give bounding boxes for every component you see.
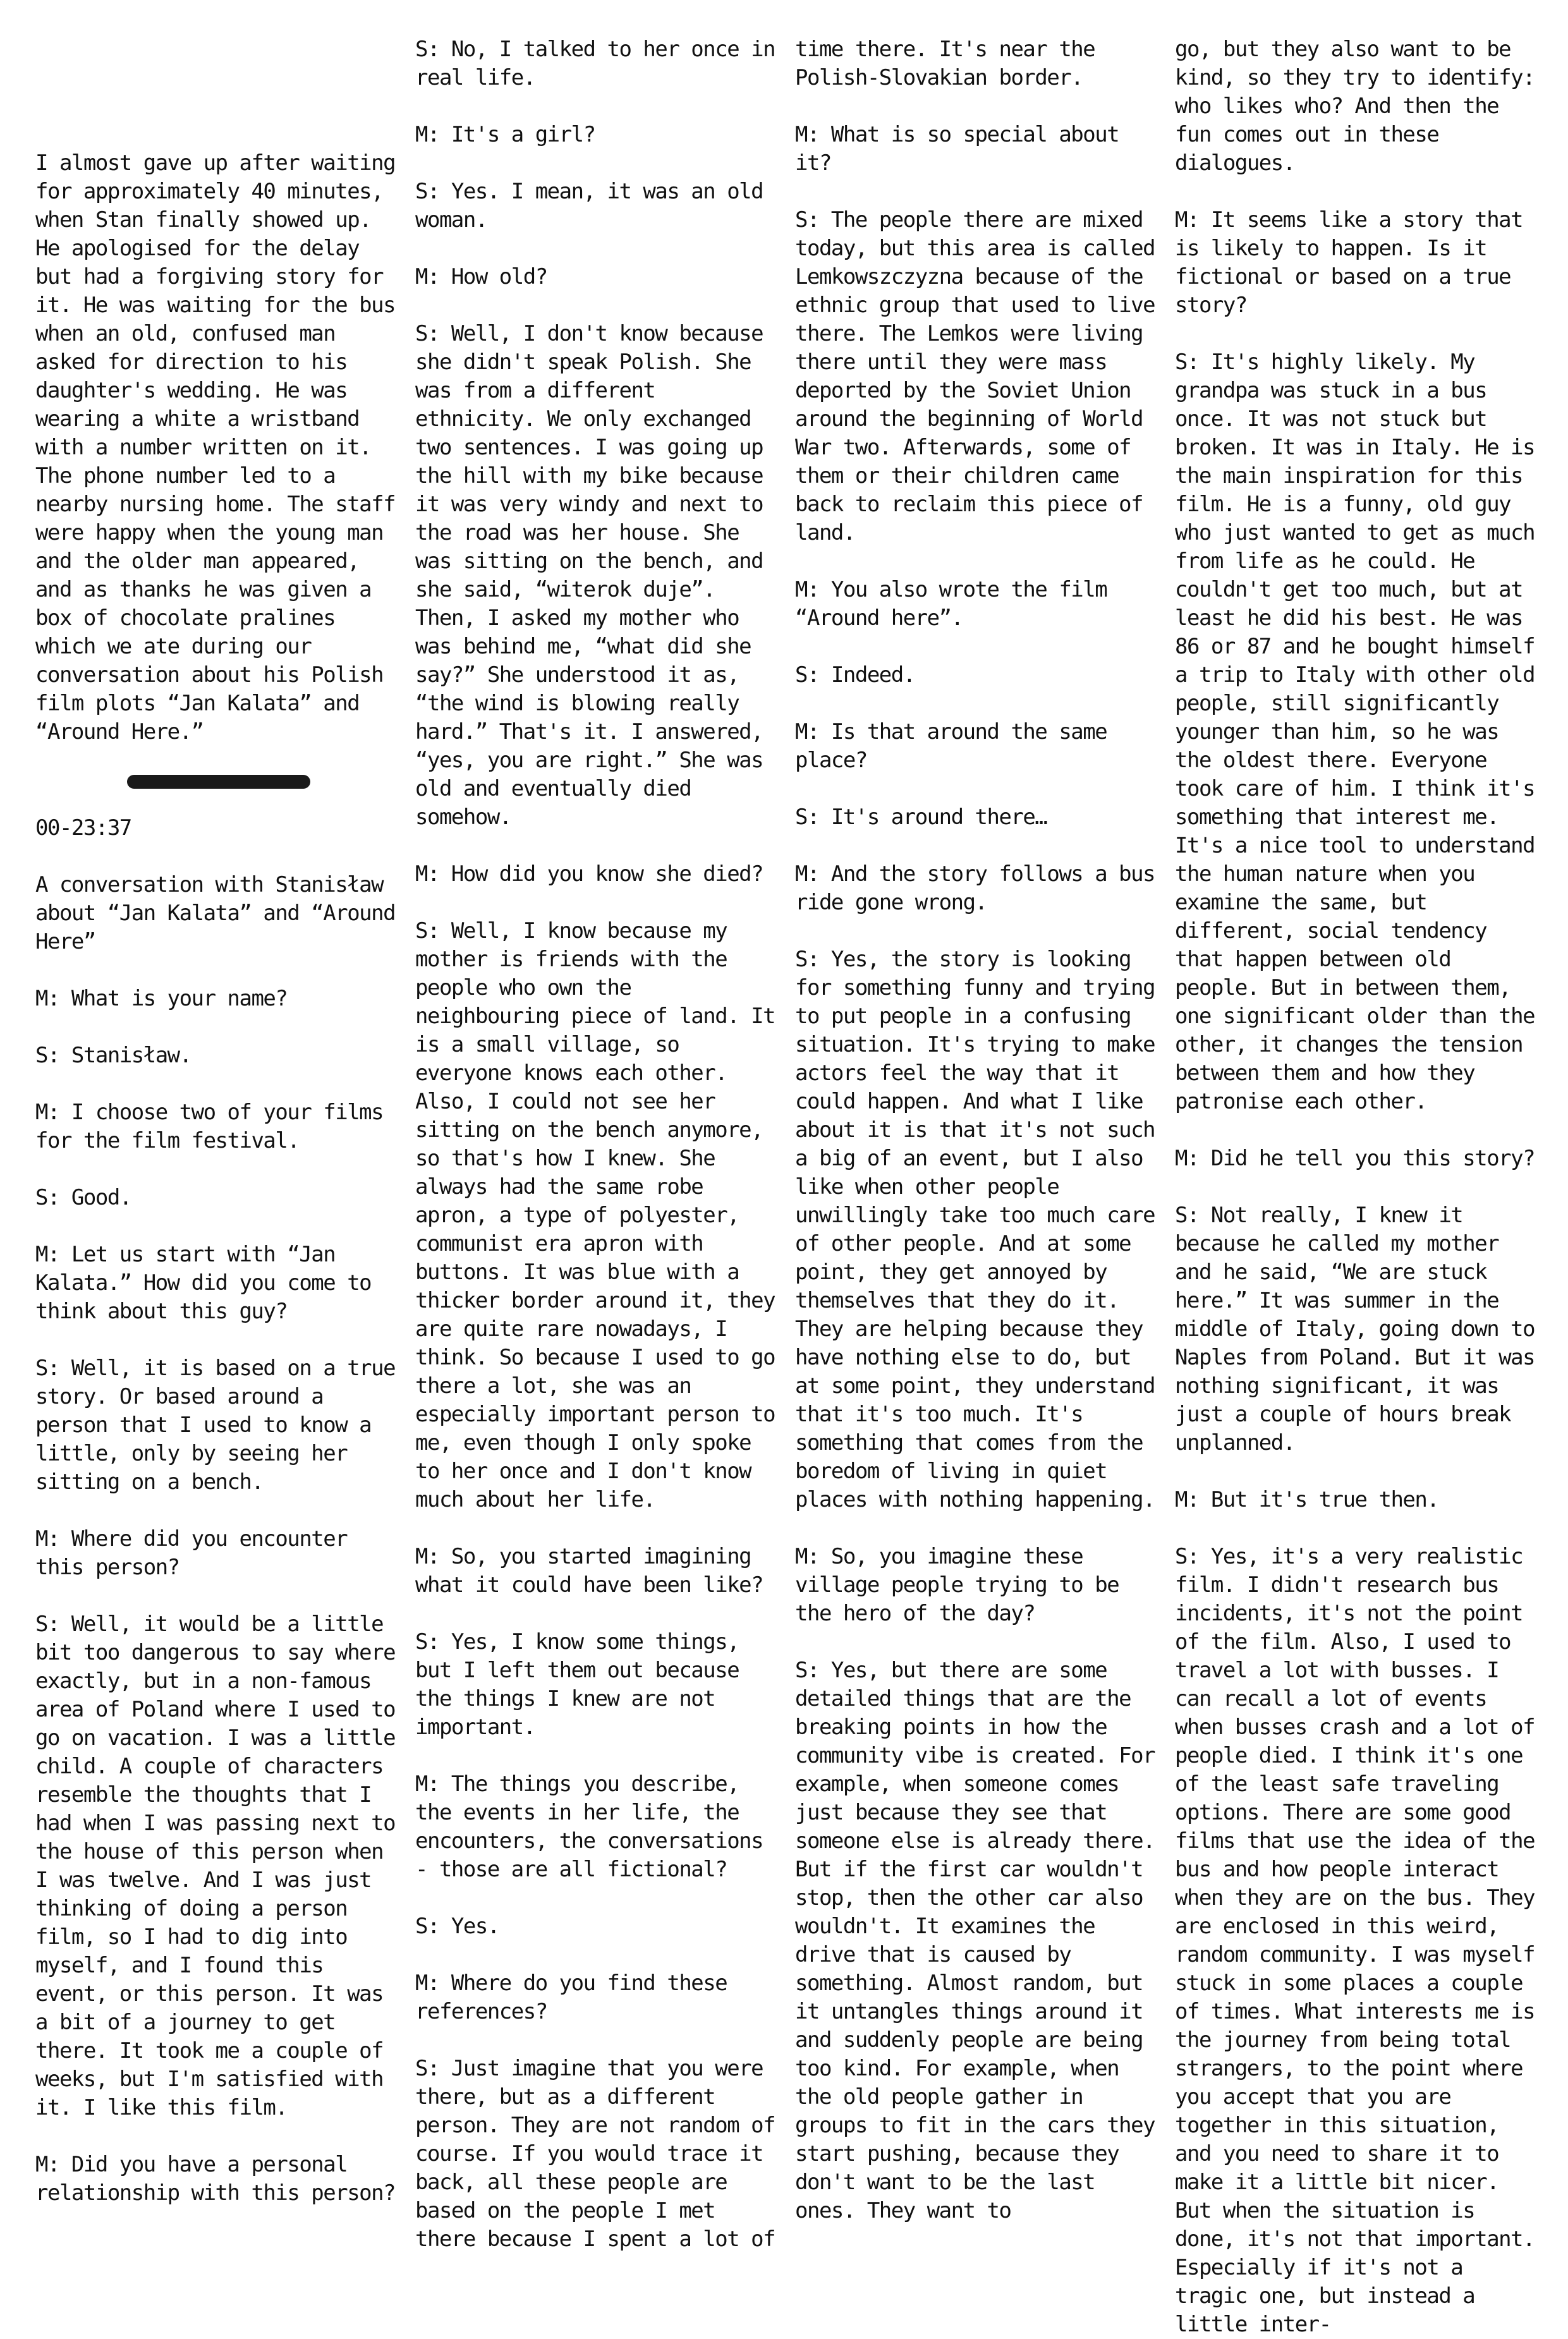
dialogue-paragraph: S: Yes, the story is looking for something funny and trying to put people in a confusing situation. It's trying to make actors feel the way that it could happen. And what I like about it is that it's not such a big of an event, but I also like when other people unwillingly take too much care of other people. And at some point, they get annoyed by themselves that they do it. They are helping because they have nothing else to do, but at some point, they understand that it's too much. It's something that comes from the boredom of living in quiet places with nothing happening. bbox=[795, 947, 1155, 1512]
dialogue-paragraph: M: It's a girl? bbox=[415, 122, 595, 147]
column-2 bbox=[415, 35, 779, 2252]
column-4 bbox=[1175, 35, 1538, 2337]
dialogue-paragraph: M: But it's true then. bbox=[1175, 1487, 1439, 1512]
dialogue-paragraph: S: It's around there… bbox=[795, 805, 1047, 830]
dialogue-paragraph: M: Did he tell you this story? bbox=[1175, 1146, 1535, 1171]
intro-paragraph: I almost gave up after waiting for approximately 40 minutes, when Stan finally showed up. He apologised for the delay but had a forgiving story for it. He was waiting for the bus when an old, confused man asked for direction to his daughter's wedding. He was wearing a white a wristband with a number written on it. The phone number led to a nearby nursing home. The staff were happy when the young man and the older man appeared, and as thanks he was given a box of chocolate pralines which we ate during our conversation about his Polish film plots “Jan Kalata” and “Around Here.” bbox=[35, 150, 396, 744]
column-3 bbox=[795, 35, 1158, 2223]
dialogue-paragraph: M: So, you started imagining what it could have been like? bbox=[415, 1544, 763, 1598]
column-1 bbox=[35, 35, 399, 2206]
section-divider bbox=[127, 775, 310, 789]
dialogue-paragraph: M: Did you have a personal relationship with this person? bbox=[35, 2152, 396, 2206]
dialogue-paragraph: S: Yes, but there are some detailed things that are the breaking points in how the community vibe is created. For example, when someone comes just because they see that someone else is already there. But if the first car wouldn't stop, then the other car also wouldn't. It examines the drive that is caused by something. Almost random, but it untangles things around it and suddenly people are being too kind. For example, when the old people gather in groups to fit in the cars they start pushing, because they don't want to be the last ones. They want to bbox=[795, 1658, 1155, 2223]
dialogue-paragraph: S: Yes. bbox=[415, 1914, 499, 1939]
timecode: 00-23:37 bbox=[35, 815, 131, 841]
dialogue-paragraph: M: You also wrote the film “Around here”. bbox=[795, 577, 1107, 631]
dialogue-paragraph: S: Yes, it's a very realistic film. I didn't research bus incidents, it's not the point of the film. Also, I used to travel a lot with busses. I can recall a lot of events when busses crash and a lot of people died. I think it's one of the least safe traveling options. There are some good films that use the idea of the bus and how people interact when they are on the bus. They are enclosed in this weird, random community. I was myself stuck in some places a couple of times. What interests me is the journey from being total strangers, to the point where you accept that you are together in this situation, and you need to share it to make it a little bit nicer. But when the situation is done, it's not that important. Especially if it's not a tragic one, but instead a little inter- bbox=[1175, 1544, 1535, 2337]
dialogue-paragraph: go, but they also want to be kind, so they try to identify: who likes who? And then the fun comes out in these dialogues. bbox=[1175, 37, 1535, 176]
dialogue-paragraph: time there. It's near the Polish-Slovakian border. bbox=[795, 37, 1095, 90]
dialogue-paragraph: S: Well, I don't know because she didn't speak Polish. She was from a different ethnicity. We only exchanged two sentences. I was going up the hill with my bike because it was very windy and next to the road was her house. She was sitting on the bench, and she said, “witerok duje”. Then, I asked my mother who was behind me, “what did she say?” She understood it as, “the wind is blowing really hard.” That's it. I answered, “yes, you are right.” She was old and eventually died somehow. bbox=[415, 321, 763, 830]
dialogue-paragraph: M: I choose two of your films for the film festival. bbox=[35, 1100, 384, 1153]
dialogue-paragraph: S: Well, it would be a little bit too dangerous to say where exactly, but in a non-famous area of Poland where I used to go on vacation. I was a little child. A couple of characters resemble the thoughts that I had when I was passing next to the house of this person when I was twelve. And I was just thinking of doing a person film, so I had to dig into myself, and I found this event, or this person. It was a bit of a journey to get there. It took me a couple of weeks, but I'm satisfied with it. I like this film. bbox=[35, 1612, 396, 2120]
dialogue-paragraph: S: Good. bbox=[35, 1185, 131, 1210]
dialogue-paragraph: S: Just imagine that you were there, but as a different person. They are not random of course. If you would trace it back, all these people are based on the people I met there because I spent a lot of bbox=[415, 2056, 775, 2252]
dialogue-paragraph: S: The people there are mixed today, but this area is called Lemkowszczyzna because of the ethnic group that used to live there. The Lemkos were living there until they were mass deported by the Soviet Union around the beginning of World War two. Afterwards, some of them or their children came back to reclaim this piece of land. bbox=[795, 207, 1155, 545]
interview-subtitle: A conversation with Stanisław about “Jan Kalata” and “Around Here” bbox=[35, 872, 396, 954]
dialogue-paragraph: S: Yes, I know some things, but I left them out because the things I knew are not important. bbox=[415, 1629, 739, 1740]
dialogue-paragraph: M: The things you describe, the events in her life, the encounters, the conversations - those are all fictional? bbox=[415, 1771, 763, 1882]
dialogue-paragraph: M: Is that around the same place? bbox=[795, 719, 1107, 773]
dialogue-paragraph: S: Not really, I knew it because he called my mother and he said, “We are stuck here.” It was summer in the middle of Italy, going down to Naples from Poland. But it was nothing significant, it was just a couple of hours break unplanned. bbox=[1175, 1203, 1535, 1455]
dialogue-paragraph: S: It's highly likely. My grandpa was stuck in a bus once. It was not stuck but broken. It was in Italy. He is the main inspiration for this film. He is a funny, old guy who just wanted to get as much from life as he could. He couldn't get too much, but at least he did his best. He was 86 or 87 and he bought himself a trip to Italy with other old people, still significantly younger than him, so he was the oldest there. Everyone took care of him. I think it's something that interest me. It's a nice tool to understand the human nature when you examine the same, but different, social tendency that happen between old people. But in between them, one significant older than the other, it changes the tension between them and how they patronise each other. bbox=[1175, 349, 1535, 1114]
dialogue-paragraph: M: Where do you find these references? bbox=[415, 1971, 727, 2024]
dialogue-paragraph: M: What is your name? bbox=[35, 986, 288, 1011]
dialogue-paragraph: S: No, I talked to her once in real life. bbox=[415, 37, 775, 90]
interview-page bbox=[35, 35, 1540, 2337]
dialogue-paragraph: M: So, you imagine these village people trying to be the hero of the day? bbox=[795, 1544, 1119, 1626]
dialogue-paragraph: S: Stanisław. bbox=[35, 1043, 191, 1068]
dialogue-paragraph: M: And the story follows a bus ride gone wrong. bbox=[795, 861, 1155, 915]
dialogue-paragraph: M: Where did you encounter this person? bbox=[35, 1526, 348, 1580]
dialogue-paragraph: S: Yes. I mean, it was an old woman. bbox=[415, 179, 763, 233]
dialogue-paragraph: S: Indeed. bbox=[795, 662, 915, 688]
dialogue-paragraph: M: How old? bbox=[415, 264, 547, 289]
dialogue-paragraph: S: Well, it is based on a true story. Or based around a person that I used to know a little, only by seeing her sitting on a bench. bbox=[35, 1356, 396, 1495]
dialogue-paragraph: S: Well, I know because my mother is friends with the people who own the neighbouring piece of land. It is a small village, so everyone knows each other. Also, I could not see her sitting on the bench anymore, so that's how I knew. She always had the same robe apron, a type of polyester, communist era apron with buttons. It was blue with a thicker border around it, they are quite rare nowadays, I think. So because I used to go there a lot, she was an especially important person to me, even though I only spoke to her once and I don't know much about her life. bbox=[415, 918, 775, 1512]
dialogue-paragraph: M: It seems like a story that is likely to happen. Is it fictional or based on a true story? bbox=[1175, 207, 1523, 318]
dialogue-paragraph: M: How did you know she died? bbox=[415, 861, 763, 887]
interview-header bbox=[35, 814, 399, 956]
dialogue-paragraph: M: Let us start with “Jan Kalata.” How did you come to think about this guy? bbox=[35, 1242, 372, 1324]
dialogue-paragraph: M: What is so special about it? bbox=[795, 122, 1119, 176]
